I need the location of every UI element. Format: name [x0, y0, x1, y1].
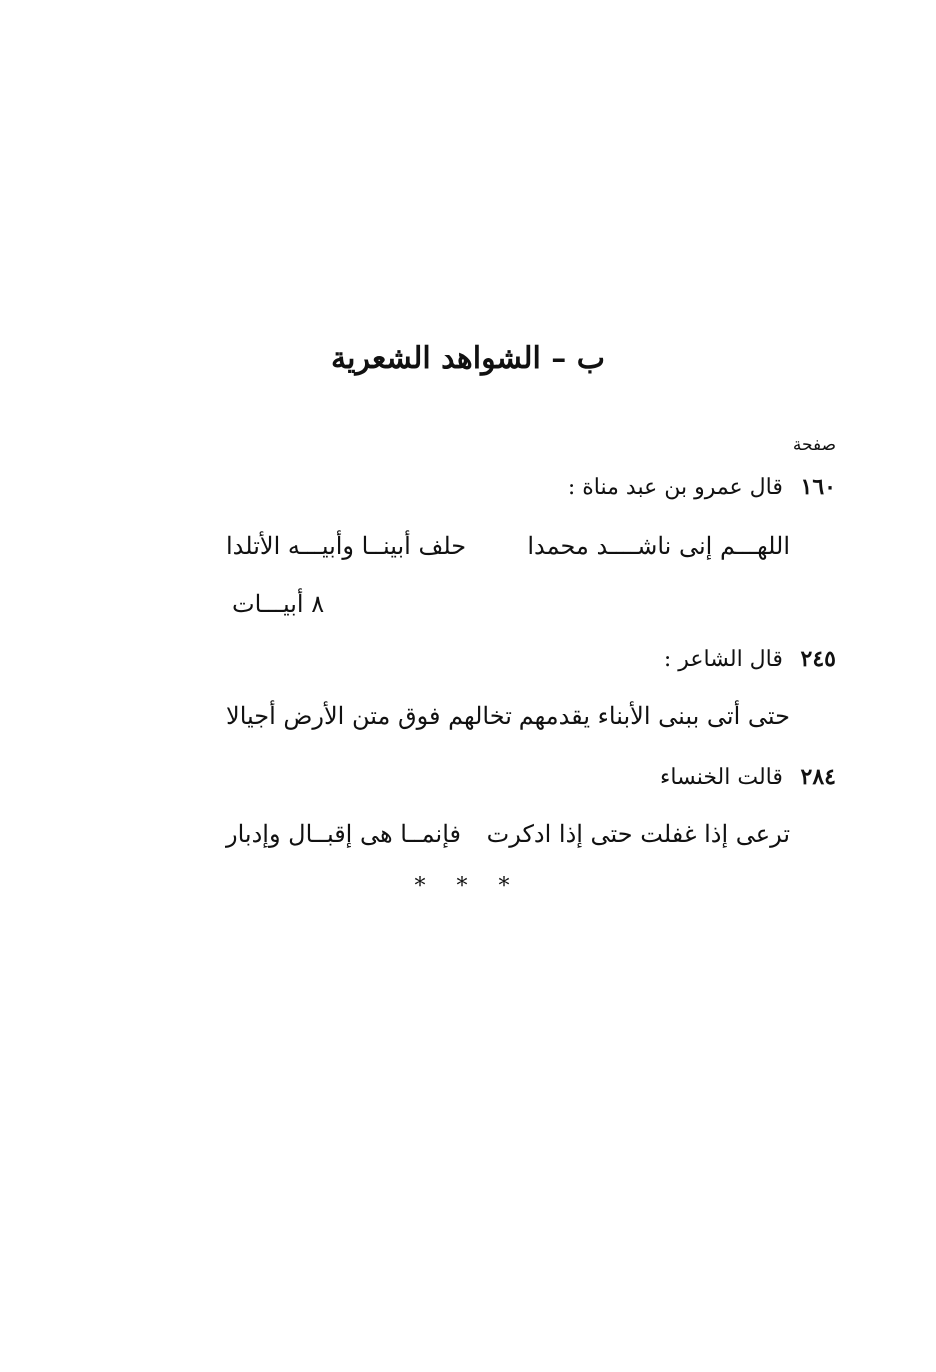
entry-1-intro-text: قال عمرو بن عبد مناة : — [567, 475, 783, 500]
entry-1-verse-first-hemistich: اللهـــم إنى ناشــــد محمدا — [527, 532, 790, 560]
entry-2-verse-second-hemistich: تخالهم فوق متن الأرض أجيالا — [226, 702, 512, 730]
entry-1-intro — [568, 476, 836, 499]
entry-2-verse-first-hemistich: حتى أتى ببنى الأبناء يقدمهم — [518, 702, 790, 730]
entry-1-verse-second-hemistich: حلف أبينــا وأبيـــه الأتلدا — [226, 532, 467, 560]
entry-1-verse-count-note: ٨ أبيـــات — [232, 590, 325, 618]
entry-3-verse-second-hemistich: فإنمــا هى إقبــال وإدبار — [226, 820, 461, 848]
entry-2-intro-text: قال الشاعر : — [663, 647, 783, 672]
section-end-mark: * * * — [414, 874, 522, 899]
page-column-label: صفحة — [792, 435, 836, 455]
entry-3-intro — [660, 766, 836, 789]
entry-2-intro — [664, 648, 836, 671]
entry-3-verse-first-hemistich: ترعى إذا غفلت حتى إذا ادكرت — [486, 820, 790, 848]
entry-3-intro-text: قالت الخنساء — [660, 765, 783, 790]
entry-3-page-number: ٢٨٤ — [800, 764, 836, 790]
entry-1-page-number: ١٦٠ — [800, 474, 836, 500]
section-title: ب – الشواهد الشعرية — [331, 341, 605, 376]
entry-2-page-number: ٢٤٥ — [800, 646, 836, 672]
